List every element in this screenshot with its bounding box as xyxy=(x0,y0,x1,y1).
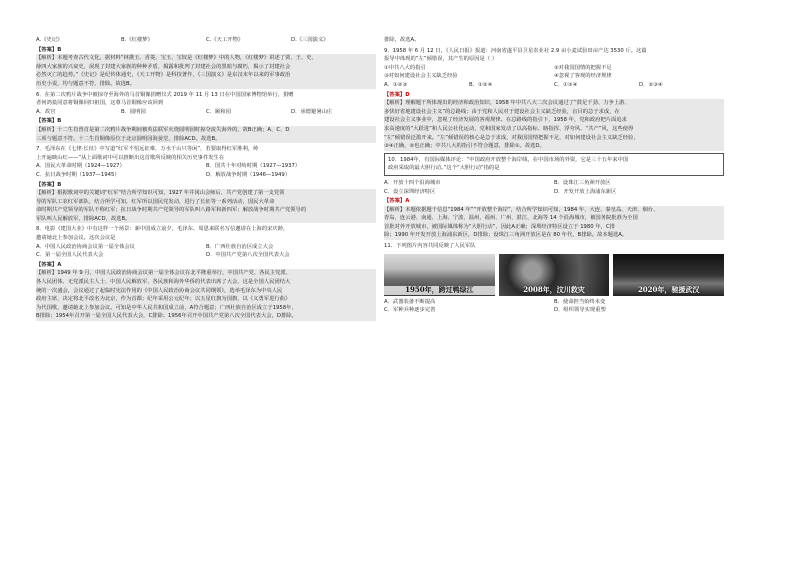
photo-2008 xyxy=(499,254,610,296)
analysis-line: 首批对外开放城市，被国际媒体称为“大胆行动”，因此A正确；深圳经济特区设立于 1980 年，C排 xyxy=(384,223,615,230)
question-stem: 8．电影《建国大业》中有这样一个场景：新中国成立前夕，毛泽东、周恩来联名写信邀请在上海的宋庆龄， xyxy=(36,226,289,233)
analysis-line: 【解析】本题依据题干信息“1984 年”“开放整个海岸”，结合所学知识可知，1984 年，大连、秦皇岛、天津、烟台、 xyxy=(384,206,659,213)
option-b: B．①②④ xyxy=(469,81,493,88)
question-stem: 邀请她北上参加会议。这次会议是 xyxy=(36,235,116,242)
option-d: D.《三国演义》 xyxy=(291,37,329,43)
option-d: D．承德避暑山庄 xyxy=(291,108,333,115)
question-stem: 11．下列图片内容共同反映了人民军队 xyxy=(384,243,476,250)
option-a: A．武器装备不断提高 xyxy=(384,298,436,305)
photo-2020 xyxy=(613,254,724,296)
option-d: D．开发开放上海浦东新区 xyxy=(554,188,617,195)
option-b: B．圆明园 xyxy=(121,108,146,115)
option-d: D．中国共产党第八次全国代表大会 xyxy=(206,252,290,259)
analysis-line: “左”倾错误泛滥开来。“左”倾错误的核心是急于求成，对我国国情把握不足，对如何建设社会主义缺乏经验， xyxy=(384,134,639,141)
analysis-line: 建设社会主义事业中，忽视了经济发展的客观规律。在总路线的指引下，1958 年，党和政府把片面追求 xyxy=(384,117,627,124)
answer: 【答案】A xyxy=(384,198,410,205)
question-stem: 者何鸿燊同意将铜像回归祖国，这尊马首铜像应该回到 xyxy=(36,100,164,107)
analysis-line: ③④正确，②也正确；中共八大的指引不符合题意，排除①。故选D。 xyxy=(384,143,545,150)
analysis-line: 青岛、连云港、南通、上海、宁波、温州、福州、广州、湛江、北海等 14 个沿海城市，被国务院批准为全国 xyxy=(384,215,638,222)
statement-row1 xyxy=(384,64,724,73)
question-options-row1 xyxy=(36,162,376,171)
option-b: B．设珠江三角洲开放区 xyxy=(554,179,611,186)
analysis-line: 【解析】十二生肖兽首是第二次鸦片战争期间被英法联军火烧圆明园时掠夺流失海外的，故B正确；A、C、D xyxy=(36,126,290,133)
question-stem: 10．1984年，有国际媒体评论：“中国政府开放整个海岸线，在中国市场的外资，它是三十五年来中国 xyxy=(388,156,629,163)
answer: 【答案】B xyxy=(36,118,62,125)
question-stem: 上开遍映山红——”从上面歌词中可以推断出这首歌所反映的相关历史事件发生在 xyxy=(36,154,225,161)
analysis-line: 【解析】1949 年 9 月，中国人民政治协商会议第一届全体会议在北平隆重举行，中国共产党、各民主党派、 xyxy=(36,270,291,277)
analysis-line: 薛四大家族的兴衰史，展现了封建大家族的种种矛盾，揭露和批判了封建社会的黑暗与腐朽，揭示了封建社会 xyxy=(36,63,291,70)
option-d: D．解放战争时期（1946—1949） xyxy=(206,171,291,178)
analysis-line: B排除；1954年召开第一届全国人民代表大会，C排除；1956年召开中国共产党第八次全国代表大会，D排除。 xyxy=(36,313,297,320)
analysis-line: 政府主席，决定将北平改名为北京，作为首都；纪年采用公元纪年；以五星红旗为国旗，以《义勇军进行曲》 xyxy=(36,296,291,303)
option-b: B.《红楼梦》 xyxy=(121,37,153,43)
analysis-line: 多快好省地建设社会主义”的总路线；由于党和人民对于建设社会主义缺乏经验，盲目的急于求成，在 xyxy=(384,108,620,115)
option-c: C．军种兵种逐步完善 xyxy=(384,307,436,314)
question-options xyxy=(36,108,376,117)
analysis xyxy=(384,99,724,151)
option-d: D．②③④ xyxy=(639,81,663,88)
analysis-line: 为代国歌，邀请她北上参加会议。可知是中华人民共和国成立前，A符合题意；广西壮族自治区成立于1958年， xyxy=(36,304,297,311)
carryover-text: 排除，故选A。 xyxy=(384,37,420,43)
analysis xyxy=(36,269,376,321)
question-10 xyxy=(384,153,724,240)
analysis-line: 命时期共产党领导的军队不称红军；抗日战争时期共产党领导的军队叫八路军和新四军；解放战争时期共产党领导的 xyxy=(36,207,307,214)
left-column xyxy=(36,36,376,321)
statement-2: ②对我国国情的把握不足 xyxy=(554,64,612,71)
statement-row2 xyxy=(384,72,724,81)
option-c: C．①③④ xyxy=(554,81,578,88)
analysis-line: 求高速度的“大跃进”和人民公社化运动，党和国家发动了以高指标、瞎指挥、浮夸风、“共产”风，这些使得 xyxy=(384,125,634,132)
question-stem: 9．1958 年 6 月 12 日，《人民日报》报道：河南省遂平县卫星农业社 2.9 亩小麦试验田亩产达 3530 斤。这篇 xyxy=(384,47,647,54)
photo-caption: 1950年，跨过鸭绿江 xyxy=(384,286,495,295)
question-stem: 报导中体现的“左”倾错误，其产生的原因是（ ） xyxy=(384,56,498,63)
option-c: C．第一届全国人民代表大会 xyxy=(36,252,104,259)
option-d: D．组织领导实现重塑 xyxy=(554,307,606,314)
statement-1: ①中共八大的指引 xyxy=(384,64,426,71)
analysis-line: 历史小说，均与题意不符，排除。故选B。 xyxy=(36,80,135,87)
option-c: C．设立深圳经济特区 xyxy=(384,188,436,195)
question-options-row2 xyxy=(36,171,376,180)
question-options-row2 xyxy=(384,306,724,315)
option-c: C．抗日战争时期（1937—1945） xyxy=(36,171,120,178)
analysis-line: 【解析】本题考查古代文化，据材料“林黛玉、香菱、宝玉、宝钗是《红楼梦》中的人物，《红楼梦》讲述了贾、王、史、 xyxy=(36,55,317,62)
analysis-line: 导的军队工农红军部队，结合所学可知，红军所以国民党发动，进行了长征等一系列活动，国民大革命 xyxy=(36,198,275,205)
prev-question-options xyxy=(36,36,376,45)
question-options xyxy=(384,81,724,90)
quote-box xyxy=(384,153,724,176)
option-b: B．使命担当始终未变 xyxy=(554,298,606,305)
question-9 xyxy=(384,47,724,151)
analysis-line: 三项与题意不符。十二生肖铜像原位于北京圆明园海晏堂，排除ACD。故选B。 xyxy=(36,135,221,142)
option-a: A．①②③ xyxy=(384,81,408,88)
option-c: C.《天工开物》 xyxy=(206,37,244,43)
photo-strip xyxy=(384,254,724,296)
answer: 【答案】D xyxy=(384,91,410,98)
analysis xyxy=(384,206,724,240)
prev-analysis xyxy=(36,54,376,88)
question-stem: 7．毛泽东在《七律·长征》中写道“红军不怕远征难，万水千山只等闲”，若要取得红军胜利，岭 xyxy=(36,146,259,153)
option-b: B．广西壮族自治区成立大会 xyxy=(206,243,274,250)
option-a: A．开放十四个沿海城市 xyxy=(384,179,441,186)
option-a: A．国民大革命时期（1924—1927） xyxy=(36,163,125,170)
analysis-line: 统的一次盛会，会议通过了起临时宪法作用的《中国人民政治协商会议共同纲领》，选举毛泽东为中央人民 xyxy=(36,287,283,294)
question-options-row2 xyxy=(384,188,724,197)
answer: 【答案】A xyxy=(36,261,62,268)
analysis-line: 军队叫人民解放军，排除ACD，故选B。 xyxy=(36,215,131,222)
photo-1950 xyxy=(384,254,495,296)
photo-caption: 2008年，汶川救灾 xyxy=(523,285,585,295)
option-a: A．中国人民政治协商会议第一届全体会议 xyxy=(36,243,135,250)
analysis xyxy=(36,189,376,223)
statement-3: ③对如何建设社会主义缺乏经验 xyxy=(384,73,458,80)
analysis-line: 除；1990 年开发开放上海浦东新区，D排除；设珠江三角洲开放区是在 80 年代，B排除。故本题选A。 xyxy=(384,232,628,239)
question-8 xyxy=(36,225,376,321)
question-7 xyxy=(36,145,376,223)
analysis-line: 必然灭亡的趋势。”《史记》是纪传体通史，《天工开物》是科技著作，《三国演义》是东汉末年以来的军事政治 xyxy=(36,72,291,79)
answer: 【答案】B xyxy=(36,181,62,188)
question-options-row2 xyxy=(36,251,376,260)
option-a: A.《史记》 xyxy=(36,37,63,43)
right-column xyxy=(384,36,724,315)
photo-caption: 2020年，驰援武汉 xyxy=(637,285,700,295)
option-a: A．故宫 xyxy=(36,108,56,115)
analysis-line: 【解析】理解题干所体现出的经济和政治知识，1958 年中共八大二次会议通过了“鼓足干劲、力争上游、 xyxy=(384,100,630,107)
option-b: B．国共十年对峙时期（1927—1937） xyxy=(206,163,301,170)
analysis xyxy=(36,126,376,143)
statement-4: ④忽视了客观的经济规律 xyxy=(554,73,612,80)
prev-answer: 【答案】B xyxy=(36,46,62,53)
question-6 xyxy=(36,91,376,144)
question-stem: 政府采取的最大胆行动。”这个“大胆行动”指的是 xyxy=(388,165,500,172)
analysis-line: 各人民团体、无党派民主人士、中国人民解放军、各民族和海外华侨的代表出席了大会，这是全国人民团结大 xyxy=(36,279,291,286)
question-stem: 6．在第二次鸦片战争中被掠夺至海外的马首铜像捐赠仪式 2019 年 11 月 13 日在中国国家博物馆举行，捐赠 xyxy=(36,91,294,98)
question-options-row1 xyxy=(384,179,724,188)
question-options-row1 xyxy=(36,243,376,252)
question-11 xyxy=(384,242,724,315)
analysis-line: 【解析】根据歌词中的关键词“红军”结合所学知识可知，1927 年井冈山会师后，共产党创建了第一支党领 xyxy=(36,190,285,197)
option-c: C．颐和园 xyxy=(206,108,231,115)
question-options-row1 xyxy=(384,298,724,307)
